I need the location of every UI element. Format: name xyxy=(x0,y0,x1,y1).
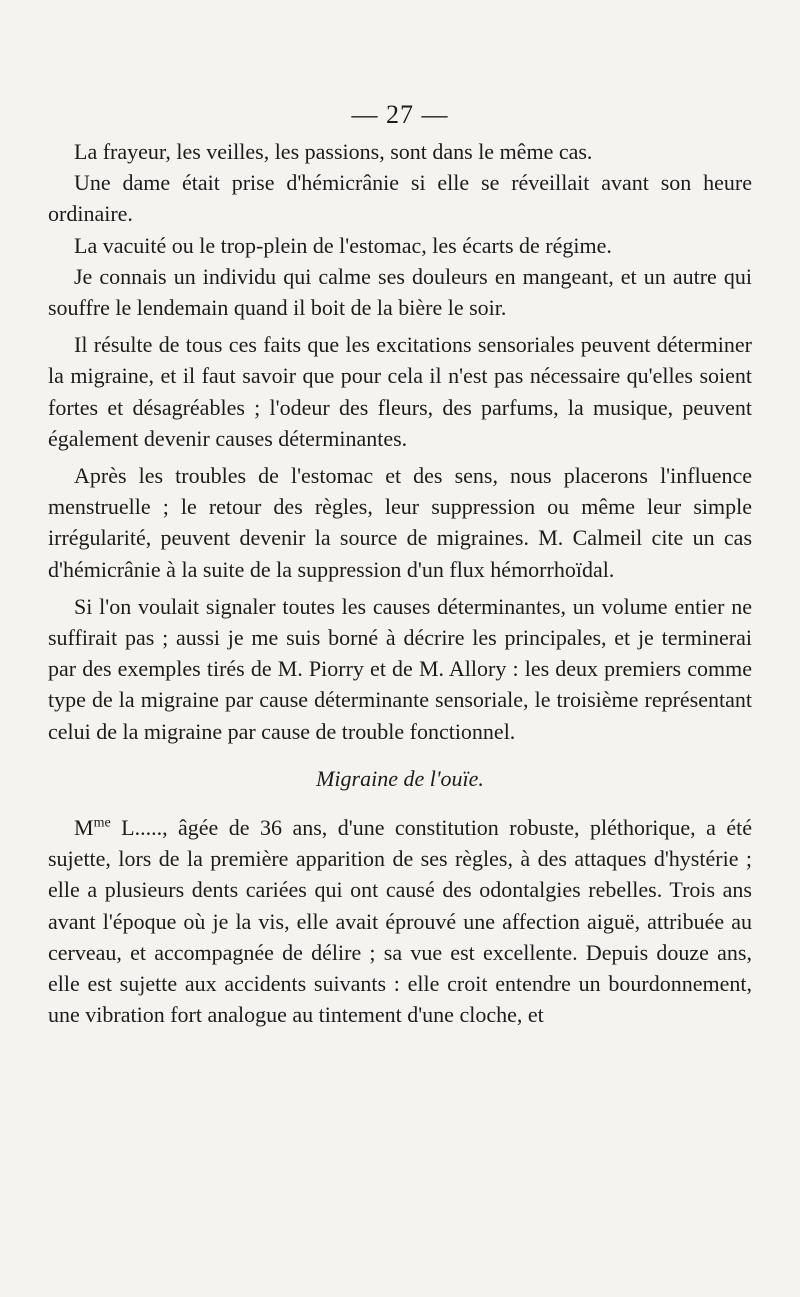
page-number: — 27 — xyxy=(351,100,449,129)
paragraph: Après les troubles de l'estomac et des sens, nous placerons l'influence menstruelle ; le retour des règles, leur suppression ou même leur simple irrégularité, peuvent devenir la source de migraines. M. Calmeil cite un cas d'hémicrânie à la suite de la suppression d'un flux hémorrhoïdal. xyxy=(48,463,752,582)
case-paragraph xyxy=(48,812,752,1030)
body-text xyxy=(48,136,752,1030)
case-text: L....., âgée de 36 ans, d'une constitution robuste, pléthorique, a été sujette, lors de la première apparition de ses règles, à des attaques d'hystérie ; elle a plusieurs dents cariées qui ont causé des odontalgies rebelles. Trois ans avant l'époque où je la vis, elle avait éprouvé une affection aiguë, attribuée au cerveau, et accompagnée de délire ; sa vue est excellente. Depuis douze ans, elle est sujette aux accidents suivants : elle croit entendre un bourdonnement, une vibration fort analogue au tintement d'une cloche, et xyxy=(48,815,752,1028)
paragraph: Si l'on voulait signaler toutes les causes déterminantes, un volume entier ne suffirait pas ; aussi je me suis borné à décrire les principales, et je terminerai par des exemples tirés de M. Piorry et de M. Allory : les deux premiers comme type de la migraine par cause déterminante sensoriale, le troisième représentant celui de la migraine par cause de trouble fonctionnel. xyxy=(48,593,752,744)
section-heading: Migraine de l'ouïe. xyxy=(316,765,484,791)
case-prefix: M xyxy=(74,815,94,841)
case-prefix-superscript: me xyxy=(93,815,111,831)
paragraph: Je connais un individu qui calme ses douleurs en mangeant, et un autre qui souffre le lendemain quand il boit de la bière le soir. xyxy=(48,263,752,321)
paragraph: La vacuité ou le trop-plein de l'estomac, les écarts de régime. xyxy=(74,232,612,258)
paragraph: Il résulte de tous ces faits que les excitations sensoriales peuvent déterminer la migraine, et il faut savoir que pour cela il n'est pas nécessaire qu'elles soient fortes et désagréables ; l'odeur des fleurs, des parfums, la musique, peuvent également devenir causes déterminantes. xyxy=(48,332,752,451)
paragraph: Une dame était prise d'hémicrânie si elle se réveillait avant son heure ordinaire. xyxy=(48,170,752,227)
paragraph: La frayeur, les veilles, les passions, sont dans le même cas. xyxy=(74,139,593,164)
